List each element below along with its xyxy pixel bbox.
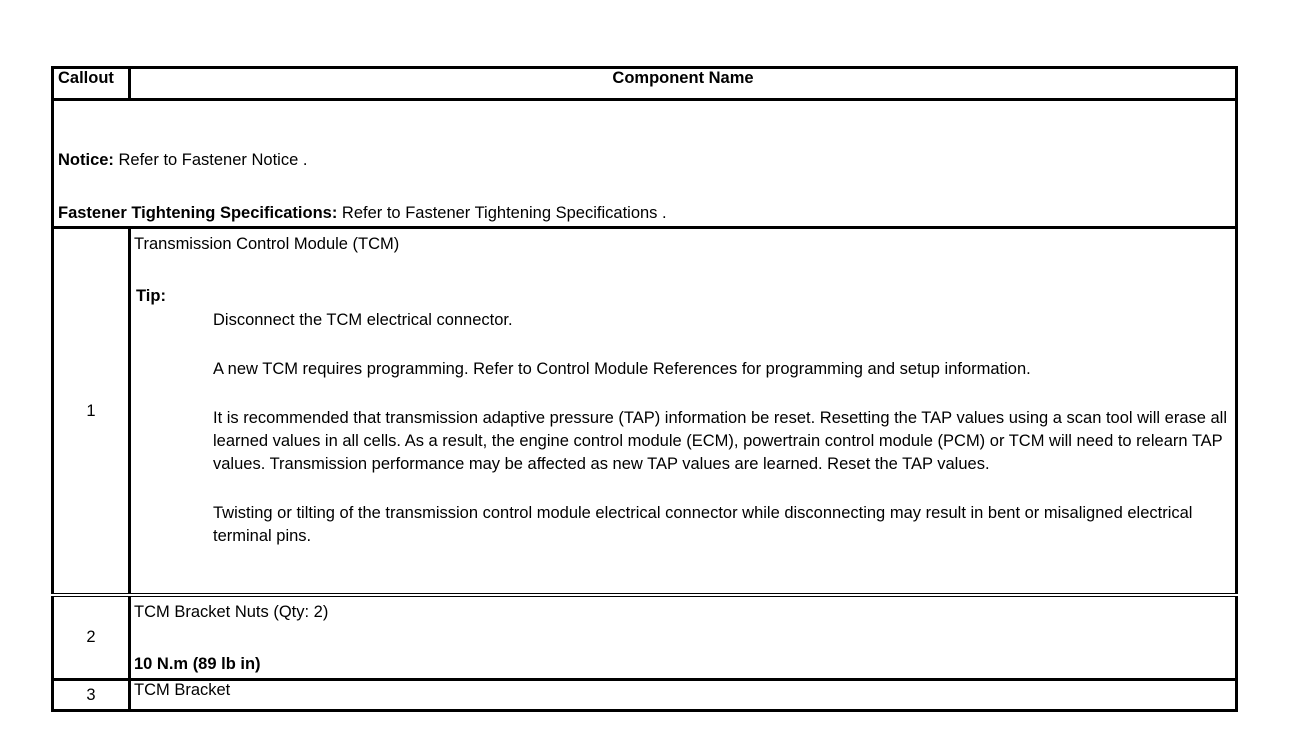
notice-label: Notice:: [58, 151, 114, 169]
fastener-spec-label: Fastener Tightening Specifications:: [58, 204, 338, 222]
fastener-spec-line: [58, 204, 667, 223]
callout-header: Callout: [53, 68, 130, 100]
tip-item: A new TCM requires programming. Refer to Control Module References for programming and setup information.: [213, 360, 1031, 378]
component-cell: [130, 595, 1237, 680]
table-row: [53, 680, 1237, 711]
table-header-row: [53, 68, 1237, 100]
component-name-header: Component Name: [130, 68, 1237, 100]
tip-item: Twisting or tilting of the transmission control module electrical connector while disconnecting may result in bent or misaligned electrical terminal pins.: [213, 504, 1193, 545]
component-name: TCM Bracket: [130, 680, 1237, 711]
fastener-spec-text: Refer to Fastener Tightening Specifications .: [337, 204, 667, 222]
tip-list: [213, 309, 1228, 574]
callout-number: 1: [53, 228, 130, 596]
table-row: [53, 595, 1237, 680]
tip-item: Disconnect the TCM electrical connector.: [213, 311, 513, 329]
torque-spec: 10 N.m (89 lb in): [134, 655, 261, 673]
notice-line: [58, 151, 307, 170]
component-cell: [130, 228, 1237, 596]
tip-label: Tip:: [136, 287, 166, 305]
component-table: [51, 66, 1238, 712]
table-row: [53, 228, 1237, 596]
notice-cell: [53, 100, 1237, 228]
notice-text: Refer to Fastener Notice .: [113, 151, 308, 169]
component-name: TCM Bracket Nuts (Qty: 2): [134, 603, 329, 621]
component-name: Transmission Control Module (TCM): [134, 235, 400, 253]
callout-number: 3: [53, 680, 130, 711]
tip-item: It is recommended that transmission adaptive pressure (TAP) information be reset. Resetting the TAP values using a scan tool will erase all learned values in all cells. As a result, the engine control module (ECM), powertrain control module (PCM) or TCM will need to relearn TAP values. Transmission performance may be affected as new TAP values are learned. Reset the TAP values.: [213, 409, 1228, 473]
callout-number: 2: [53, 595, 130, 680]
notice-row: [53, 100, 1237, 228]
